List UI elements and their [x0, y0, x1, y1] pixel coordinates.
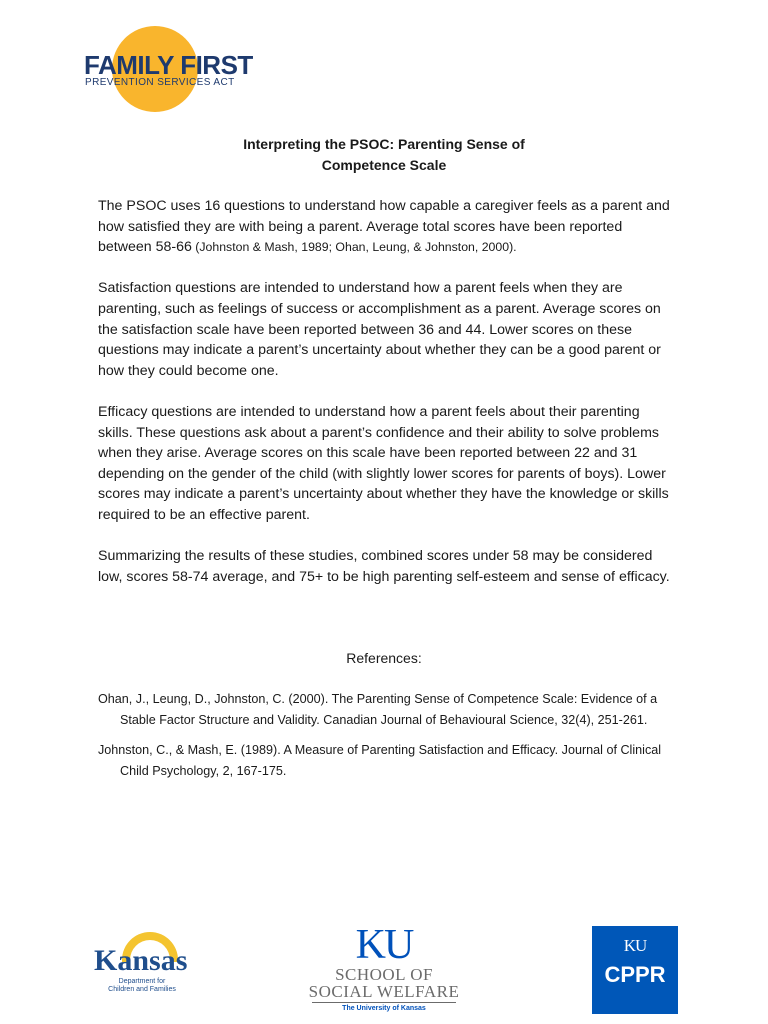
paragraph-satisfaction: Satisfaction questions are intended to understand how a parent feels when they are parenting, such as feelings of success or accomplishment as a parent. Average scores on the satisfaction scale have been reported between 36 and 44. Lower scores on these questions may indicate a parent’s uncertainty about whether they can be a good parent or how they could become one. [98, 280, 661, 379]
family-first-wordmark: FAMILY FIRST [84, 50, 253, 80]
document-body [98, 196, 678, 608]
paragraph-summary: Summarizing the results of these studies, combined scores under 58 may be considered low, scores 58-74 average, and 75+ to be high parenting self-esteem and sense of efficacy. [98, 548, 670, 585]
ku-school-line: SCHOOL OF [335, 965, 433, 984]
ku-welfare-line: SOCIAL WELFARE [308, 982, 460, 1001]
family-first-subtitle: PREVENTION SERVICES ACT [85, 77, 235, 88]
kansas-subtitle: Department for Children and Families [108, 978, 176, 993]
title-line-1: Interpreting the PSOC: Parenting Sense of [243, 136, 525, 152]
cppr-ku-mark: KU [623, 936, 647, 955]
reference-johnston: Johnston, C., & Mash, E. (1989). A Measure of Parenting Satisfaction and Efficacy. Journal of Clinical Child Psychology, 2, 167-175. [98, 743, 662, 778]
cppr-wordmark: CPPR [604, 962, 666, 987]
references-list [98, 689, 668, 791]
document-title [0, 134, 768, 176]
kansas-wordmark: Kansas [94, 944, 188, 977]
paragraph-efficacy: Efficacy questions are intended to understand how a parent feels about their parenting skills. These questions ask about a parent’s confidence and their ability to solve problems when they arise. Average scores on this scale have been reported between 22 and 31 depending on the gender of the child (with slightly lower scores for parents of boys). Lower scores may indicate a parent’s uncertainty about whether they have the knowledge or skills required to be an effective parent. [98, 403, 669, 523]
cppr-logo [592, 926, 678, 1014]
paragraph-overview-citation: (Johnston & Mash, 1989; Ohan, Leung, & Johnston, 2000). [191, 240, 517, 255]
ku-university-line: The University of Kansas [342, 1005, 426, 1012]
ku-mark: KU [355, 922, 413, 968]
title-line-2: Competence Scale [321, 157, 447, 173]
family-first-logo [84, 26, 253, 116]
reference-ohan: Ohan, J., Leung, D., Johnston, C. (2000). The Parenting Sense of Competence Scale: Evidence of a Stable Factor Structure and Validity. Canadian Journal of Behavioural Science, 32(4), 251-261. [98, 692, 658, 727]
paragraph-overview-text: The PSOC uses 16 questions to understand how capable a caregiver feels as a parent and how satisfied they are with being a parent. Average total scores have been reported between 58-66 [98, 198, 670, 256]
references-heading: References: [346, 650, 422, 666]
kansas-dcf-logo [94, 932, 190, 1010]
ku-social-welfare-logo [308, 924, 460, 1018]
paragraph-overview [98, 196, 678, 258]
ku-divider [312, 1002, 456, 1003]
